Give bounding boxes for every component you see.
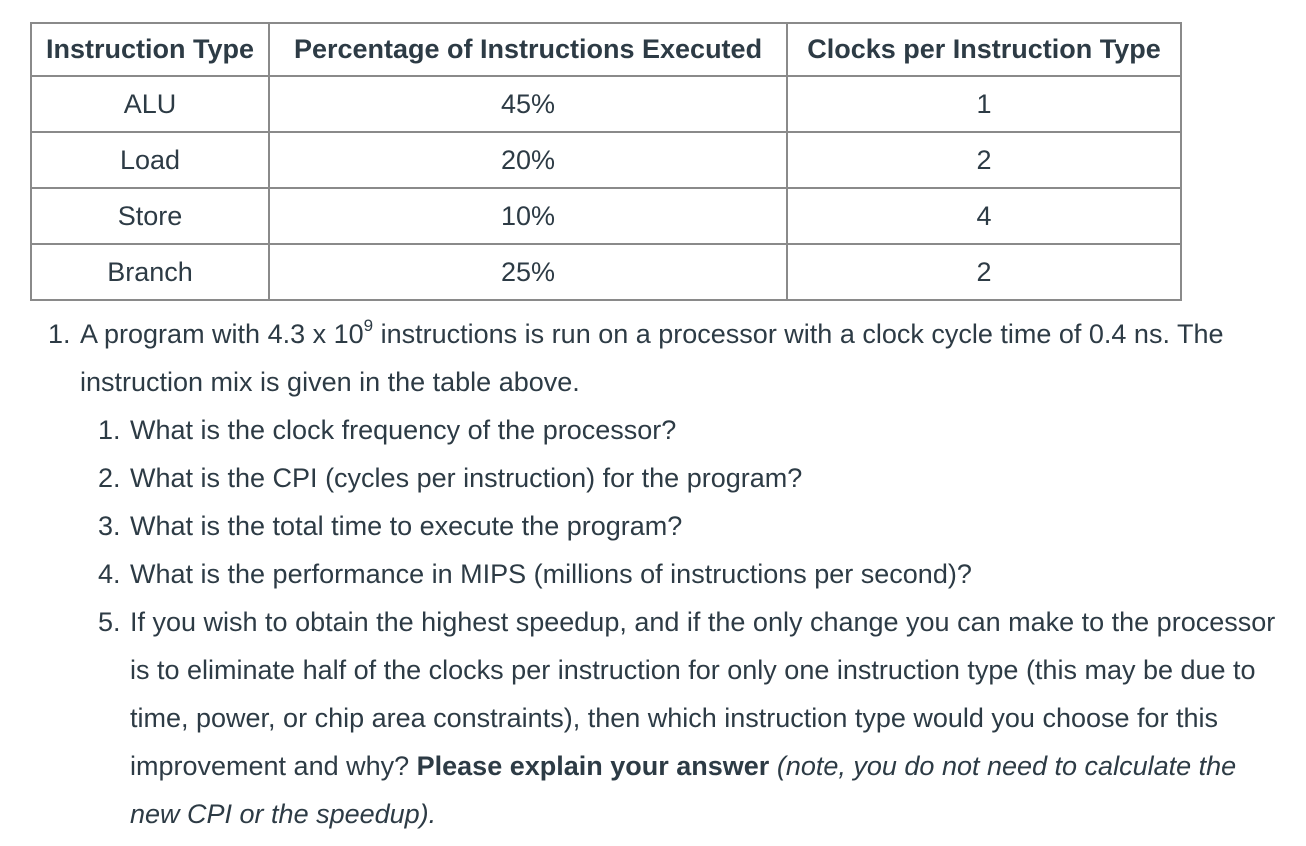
question-text [130,598,1288,838]
cell-instruction-type: ALU [31,76,269,132]
cell-percentage: 25% [269,244,787,300]
question-5-bold-instruction: Please explain your answer [416,751,770,781]
question-text: What is the total time to execute the program? [130,511,683,541]
question-number: 4. [98,559,121,589]
table-row [31,244,1181,300]
question-text: What is the clock frequency of the processor? [130,415,677,445]
list-item [98,406,1288,454]
problem-number: 1. [48,319,71,349]
column-header-percentage: Percentage of Instructions Executed [269,23,787,76]
cell-instruction-type: Store [31,188,269,244]
cell-clocks: 4 [787,188,1181,244]
column-header-instruction-type: Instruction Type [31,23,269,76]
sub-question-list [48,406,1288,838]
problem-text-after-exponent: instructions is run on a processor with a clock cycle time of 0.4 ns. The instruction mix is given in the table above. [80,319,1224,397]
table-row [31,76,1181,132]
question-number: 3. [98,511,121,541]
table-row [31,188,1181,244]
problem-intro [48,310,1288,406]
question-number: 2. [98,463,121,493]
list-item [98,454,1288,502]
cell-percentage: 45% [269,76,787,132]
cell-clocks: 1 [787,76,1181,132]
problem-1 [48,310,1288,838]
question-number: 1. [98,415,121,445]
cell-percentage: 20% [269,132,787,188]
list-item [98,550,1288,598]
cell-instruction-type: Load [31,132,269,188]
list-item [98,598,1288,838]
instruction-mix-table [30,22,1182,301]
cell-clocks: 2 [787,244,1181,300]
cell-percentage: 10% [269,188,787,244]
table-header-row [31,23,1181,76]
problem-statement [80,310,1288,406]
question-text: What is the CPI (cycles per instruction) for the program? [130,463,803,493]
problem-text-before-exponent: A program with 4.3 x 10 [80,319,364,349]
cell-clocks: 2 [787,132,1181,188]
column-header-clocks: Clocks per Instruction Type [787,23,1181,76]
list-item [98,502,1288,550]
exponent: 9 [363,316,374,335]
table-row [31,132,1181,188]
cell-instruction-type: Branch [31,244,269,300]
question-text: What is the performance in MIPS (millions of instructions per second)? [130,559,972,589]
question-5-note: (note, you do not need to calculate the new CPI or the speedup). [130,751,1237,829]
question-5-text: If you wish to obtain the highest speedup, and if the only change you can make to the processor is to eliminate half of the clocks per instruction for only one instruction type (this may be due to time, power, or chip area constraints), then which instruction type would you choose for this improvement and why? [130,607,1276,781]
question-number: 5. [98,607,121,637]
